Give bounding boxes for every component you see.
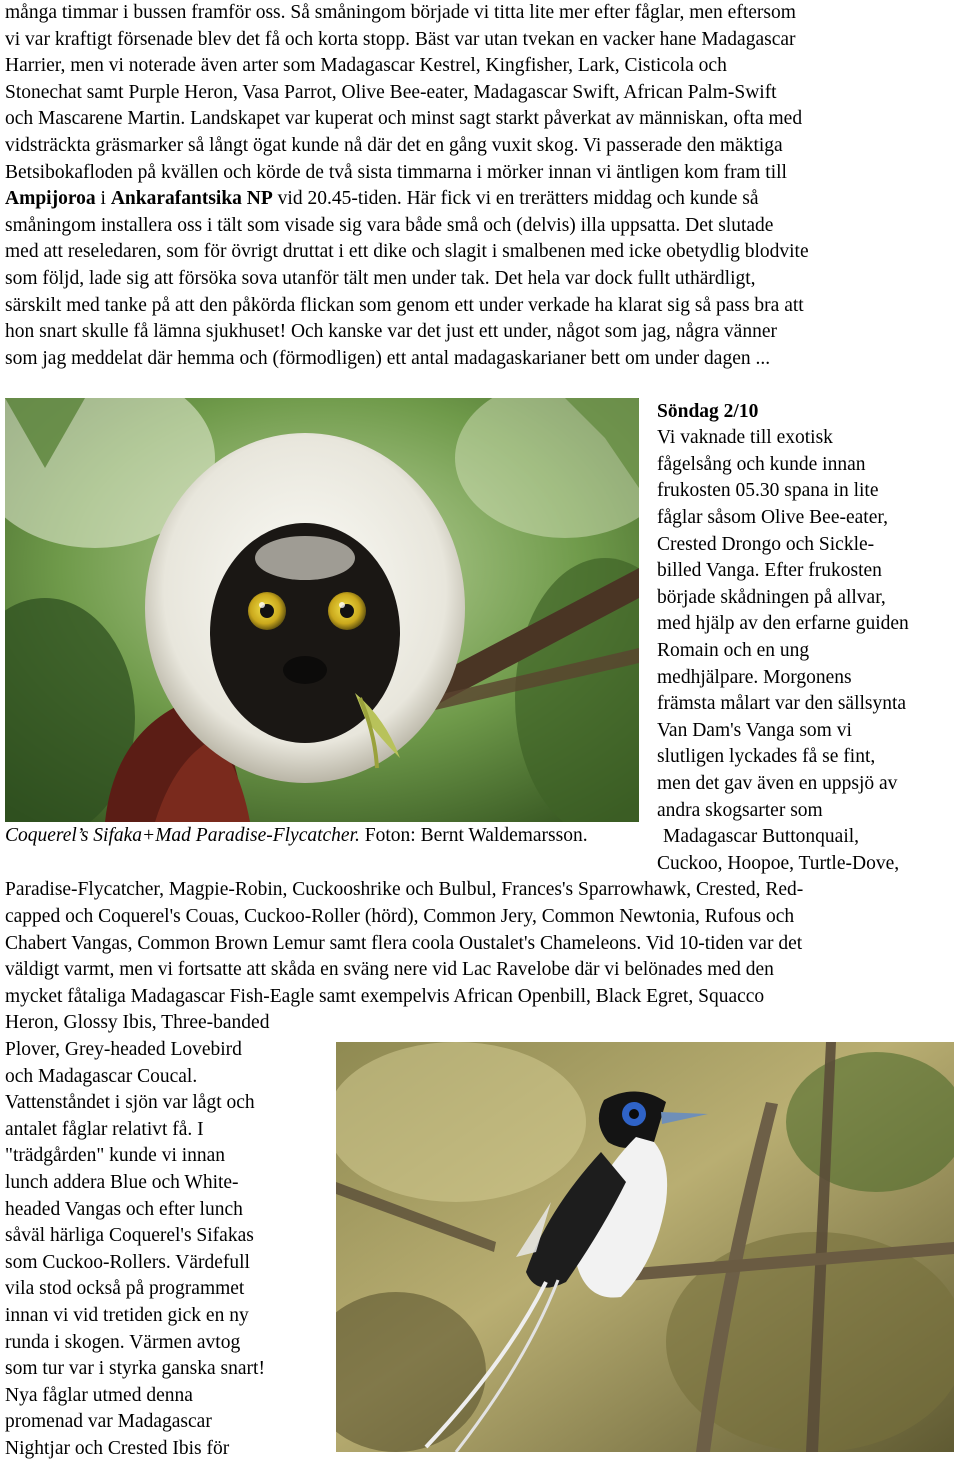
text-line: Chabert Vangas, Common Brown Lemur samt flera coola Oustalet's Chameleons. Vid 10-tiden var det	[5, 932, 803, 954]
text-line: Van Dam's Vanga som vi	[657, 719, 852, 741]
caption-credit: Foton: Bernt Waldemarsson.	[359, 825, 588, 846]
day-heading: Söndag 2/10	[657, 400, 759, 422]
text-line: vila stod också på programmet	[5, 1278, 245, 1300]
text-line: Betsibokafloden på kvällen och körde de två sista timmarna i mörker innan vi äntligen kom fram till	[5, 161, 787, 183]
text-line: Madagascar Buttonquail,	[663, 826, 860, 848]
text-line: fågelsång och kunde innan	[657, 453, 866, 475]
place-name: Ankarafantsika NP	[110, 188, 273, 210]
text-line: som följd, lade sig att försöka sova utanför tält men under tak. Det hela var dock fullt uthärdligt,	[5, 268, 756, 289]
text-line: vidsträckta gräsmarker så långt ögat kunde nå där det en gång vuxit skog. Vi passerade den mäktiga	[5, 135, 783, 156]
text-line: medhjälpare. Morgonens	[657, 666, 852, 688]
text-fragment: vid 20.45-tiden. Här fick vi en trerätters middag och kunde så	[272, 188, 759, 210]
text-line: slutligen lyckades få se fint,	[657, 746, 876, 768]
text-line: många timmar i bussen framför oss. Så småningom började vi titta lite mer efter fåglar, men eftersom	[5, 2, 796, 23]
text-line: antalet fåglar relativt få. I	[5, 1118, 204, 1140]
sifaka-photo	[5, 398, 639, 822]
text-line: Harrier, men vi noterade även arter som Madagascar Kestrel, Kingfisher, Lark, Cisticola och	[5, 55, 727, 77]
text-line: Paradise-Flycatcher, Magpie-Robin, Cuckooshrike och Bulbul, Frances's Sparrowhawk, Crested, Red-	[5, 879, 804, 901]
text-line: "trädgården" kunde vi innan	[5, 1145, 226, 1167]
text-line: andra skogsarter som	[657, 799, 823, 821]
text-line: Crested Drongo och Sickle-	[657, 533, 875, 555]
text-line: mycket fåtaliga Madagascar Fish-Eagle samt exempelvis African Openbill, Black Egret, Squacco	[5, 985, 765, 1007]
text-line: började skådningen på allvar,	[657, 586, 886, 608]
text-line: Heron, Glossy Ibis, Three-banded	[5, 1012, 270, 1034]
text-line: som tur var i styrka ganska snart!	[5, 1358, 265, 1380]
text-line: med hjälp av den erfarne guiden	[657, 613, 909, 635]
text-line: Plover, Grey-headed Lovebird	[5, 1038, 242, 1060]
text-line: headed Vangas och efter lunch	[5, 1198, 243, 1220]
text-line: men det gav även en uppsjö av	[657, 772, 898, 794]
text-line: promenad var Madagascar	[5, 1411, 212, 1433]
text-line: Romain och en ung	[657, 639, 810, 661]
text-line: lunch addera Blue och White-	[5, 1171, 239, 1193]
text-line: och Mascarene Martin. Landskapet var kuperat och minst sagt starkt påverkat av människan, ofta med	[5, 108, 803, 130]
text-line: främsta målart var den sällsynta	[657, 693, 907, 715]
text-line: Nya fåglar utmed denna	[5, 1384, 193, 1406]
text-line: som Cuckoo-Rollers. Värdefull	[5, 1251, 250, 1273]
text-line: särskilt med tanke på att den påkörda flickan som genom ett under verkade ha klarat sig så pass bra att	[5, 294, 804, 316]
text-line: billed Vanga. Efter frukosten	[657, 560, 882, 582]
text-line: med att reseledaren, som för övrigt druttat i ett dike och slagit i smalbenen med icke obetydlig blodvite	[5, 241, 809, 263]
text-line: runda i skogen. Värmen avtog	[5, 1331, 241, 1353]
flycatcher-photo	[336, 1042, 954, 1452]
caption-species: Coquerel’s Sifaka+Mad Paradise-Flycatcher.	[5, 825, 360, 846]
text-fragment: i	[95, 188, 111, 210]
place-name: Ampijoroa	[5, 188, 96, 210]
text-line: capped och Coquerel's Couas, Cuckoo-Roller (hörd), Common Jery, Common Newtonia, Rufous och	[5, 905, 795, 927]
text-line: fåglar såsom Olive Bee-eater,	[657, 506, 888, 528]
text-line: frukosten 05.30 spana in lite	[657, 480, 879, 502]
text-line: Vi vaknade till exotisk	[657, 427, 833, 449]
text-line: hon snart skulle få lämna sjukhuset! Och kanske var det just ett under, något som jag, några vänner	[5, 321, 777, 343]
text-line: Cuckoo, Hoopoe, Turtle-Dove,	[657, 852, 900, 874]
text-line: Vattenståndet i sjön var lågt och	[5, 1092, 255, 1114]
text-line-with-places	[5, 186, 759, 213]
text-line: som jag meddelat där hemma och (förmodligen) ett antal madagaskarianer bett om under dagen ...	[5, 347, 771, 369]
text-line: väldigt varmt, men vi fortsatte att skåda en sväng nere vid Lac Ravelobe där vi belönades med den	[5, 959, 774, 981]
text-line: vi var kraftigt försenade blev det få och korta stopp. Bäst var utan tvekan en vacker hane Madagascar	[5, 28, 796, 50]
text-line: Stonechat samt Purple Heron, Vasa Parrot, Olive Bee-eater, Madagascar Swift, African Palm-Swift	[5, 81, 777, 103]
text-line: småningom installera oss i tält som visade sig vara både små och (delvis) illa uppsatta. Det slutade	[5, 214, 774, 236]
text-line: innan vi vid tretiden gick en ny	[5, 1304, 249, 1326]
text-line: Nightjar och Crested Ibis för	[5, 1437, 230, 1459]
text-line: och Madagascar Coucal.	[5, 1065, 198, 1087]
photo-caption	[5, 823, 588, 850]
text-line: såväl härliga Coquerel's Sifakas	[5, 1225, 254, 1247]
